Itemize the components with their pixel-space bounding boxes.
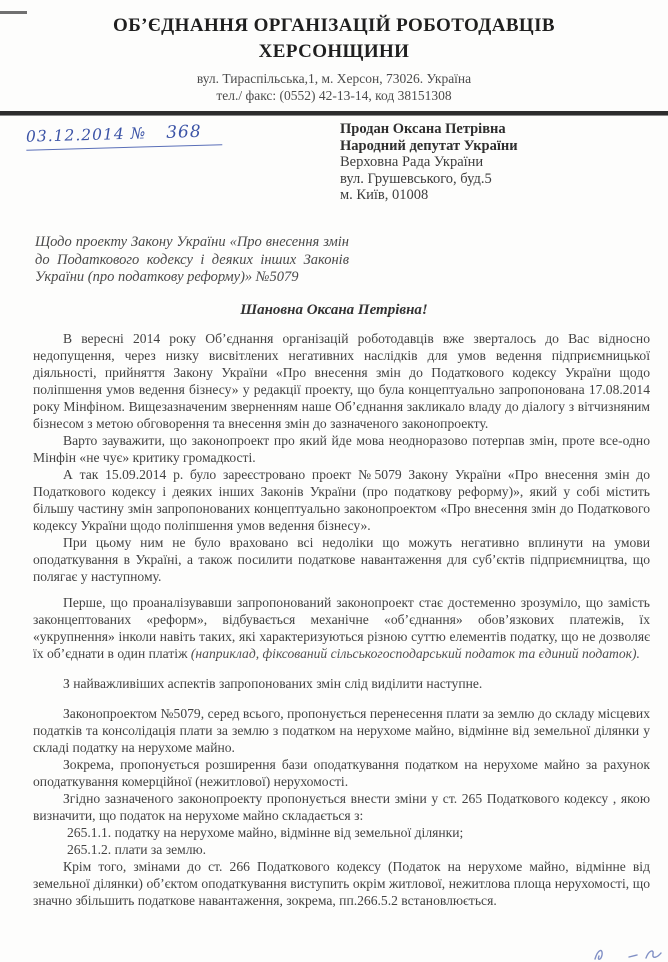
org-address: вул. Тираспільська,1, м. Херсон, 73026. Україна	[196, 71, 472, 86]
paragraph-3: А так 15.09.2014 р. було зареєстровано проект №5079 Закону України «Про внесення змін до Податкового кодексу і деяких інших Законів України (про податкову реформу)», який у собі містить більшу частину змін запропонованих концептуально законопроектом «Про внесення змін до Податкового кодексу України щодо поліпшення умов ведення бізнесу».	[33, 466, 650, 533]
paragraph-4: При цьому ним не було враховано всі недоліки що можуть негативно вплинути на умови оподаткування в Україні, а також посилити податкове навантаження для суб’єктів підприємництва, що полягає у наступному.	[33, 534, 650, 584]
letter-body	[33, 330, 650, 909]
handwritten-annotation-squiggle	[591, 946, 665, 962]
recipient-street: вул. Грушевського, буд.5	[340, 170, 492, 187]
paragraph-8: Зокрема, пропонується розширення бази оподаткування податком на нерухоме майно за рахунок оподаткування комерційної (нежитлової) нерухомості.	[33, 756, 650, 789]
handwritten-date-number	[26, 121, 223, 150]
paragraph-5-text: Перше, що проаналізувавши запропонований законопроект стає достеменно зрозуміло, що замість законцептованих «реформ», відбувається механічне «об’єднання» обов’язкових платежів, їх «укрупнення» інколи навіть таких, які характеризуються різною суттю елементів податку, що не дозволяє їх об’єднати в один платіж	[33, 594, 650, 661]
list-item-265-1-1: 265.1.1. податку на нерухоме майно, відмінне від земельної ділянки;	[67, 824, 464, 840]
letterhead	[0, 0, 668, 104]
paragraph-5	[33, 594, 650, 662]
subject-block: Щодо проекту Закону України «Про внесення змін до Податкового кодексу і деяких інших Законів України (про податкову реформу)» №5079	[35, 234, 349, 285]
recipient-city: м. Київ, 01008	[340, 187, 429, 203]
number-sign: №	[130, 124, 147, 143]
salutation: Шановна Оксана Петрівна!	[240, 301, 428, 318]
recipient-title: Народний депутат України	[340, 137, 518, 154]
paragraph-2: Варто зауважити, що законопроект про який йде мова неодноразово потерпав змін, проте все-одно Мінфін «не чує» критику громадкості.	[33, 432, 650, 465]
paragraph-7: Законопроектом №5079, серед всього, пропонується перенесення плати за землю до складу місцевих податків та консолідація плати за землю з податком на нерухоме майно, відмінне від земельної ділянки у складі податку на нерухоме майно.	[33, 705, 650, 755]
recipient-block	[340, 121, 518, 204]
handwritten-outgoing-number: 368	[165, 121, 202, 143]
list-item-265-1-2: 265.1.2. плати за землю.	[67, 841, 207, 857]
recipient-name: Продан Оксана Петрівна	[340, 121, 506, 137]
org-name-line2: ХЕРСОНЩИНИ	[258, 41, 410, 62]
org-name-line1: ОБ’ЄДНАННЯ ОРГАНІЗАЦІЙ РОБОТОДАВЦІВ	[113, 15, 555, 36]
paragraph-1: В вересні 2014 року Об’єднання організацій роботодавців вже зверталось до Вас відносно недопущення, через низку висвітлених негативних наслідків для умов ведення підприємницької діяльності, прийняття Закону України «Про внесення змін до Податкового кодексу України щодо поліпшення умов ведення бізнесу» у редакції проекту, що була концептуально запропонована 17.08.2014 року Мінфіном. Вищезазначеним зверненням наше Об’єднання закликало владу до діалогу з вітчизняним бізнесом з метою обговорення та внесення змін до зазначеного законопроекту.	[33, 330, 650, 431]
paragraph-9: Згідно зазначеного законопроекту пропонується внести зміни у ст. 265 Податкового кодексу , якою визначити, що податок на нерухоме майно складається з:	[33, 790, 650, 823]
recipient-org: Верховна Рада України	[340, 154, 484, 170]
paragraph-12: Крім того, змінами до ст. 266 Податкового кодексу (Податок на нерухоме майно, відмінне від земельної ділянки) об’єктом оподаткування виступить окрім житлової, нежитлова площа нерухомості, що значно збільшить податкове навантаження, зокрема, пп.266.5.2 встановлюється.	[33, 858, 650, 908]
scan-artifact-line	[0, 11, 27, 14]
org-phone: тел./ факс: (0552) 42-13-14, код 38151308	[216, 88, 452, 103]
paragraph-6: З найважливіших аспектів запропонованих змін слід виділити наступне.	[63, 675, 483, 691]
handwritten-date: 03.12.2014	[25, 124, 125, 146]
reference-row	[0, 116, 668, 214]
paragraph-5-italic-note: (наприклад, фіксований сільськогосподарський податок та єдиний податок).	[190, 645, 640, 661]
